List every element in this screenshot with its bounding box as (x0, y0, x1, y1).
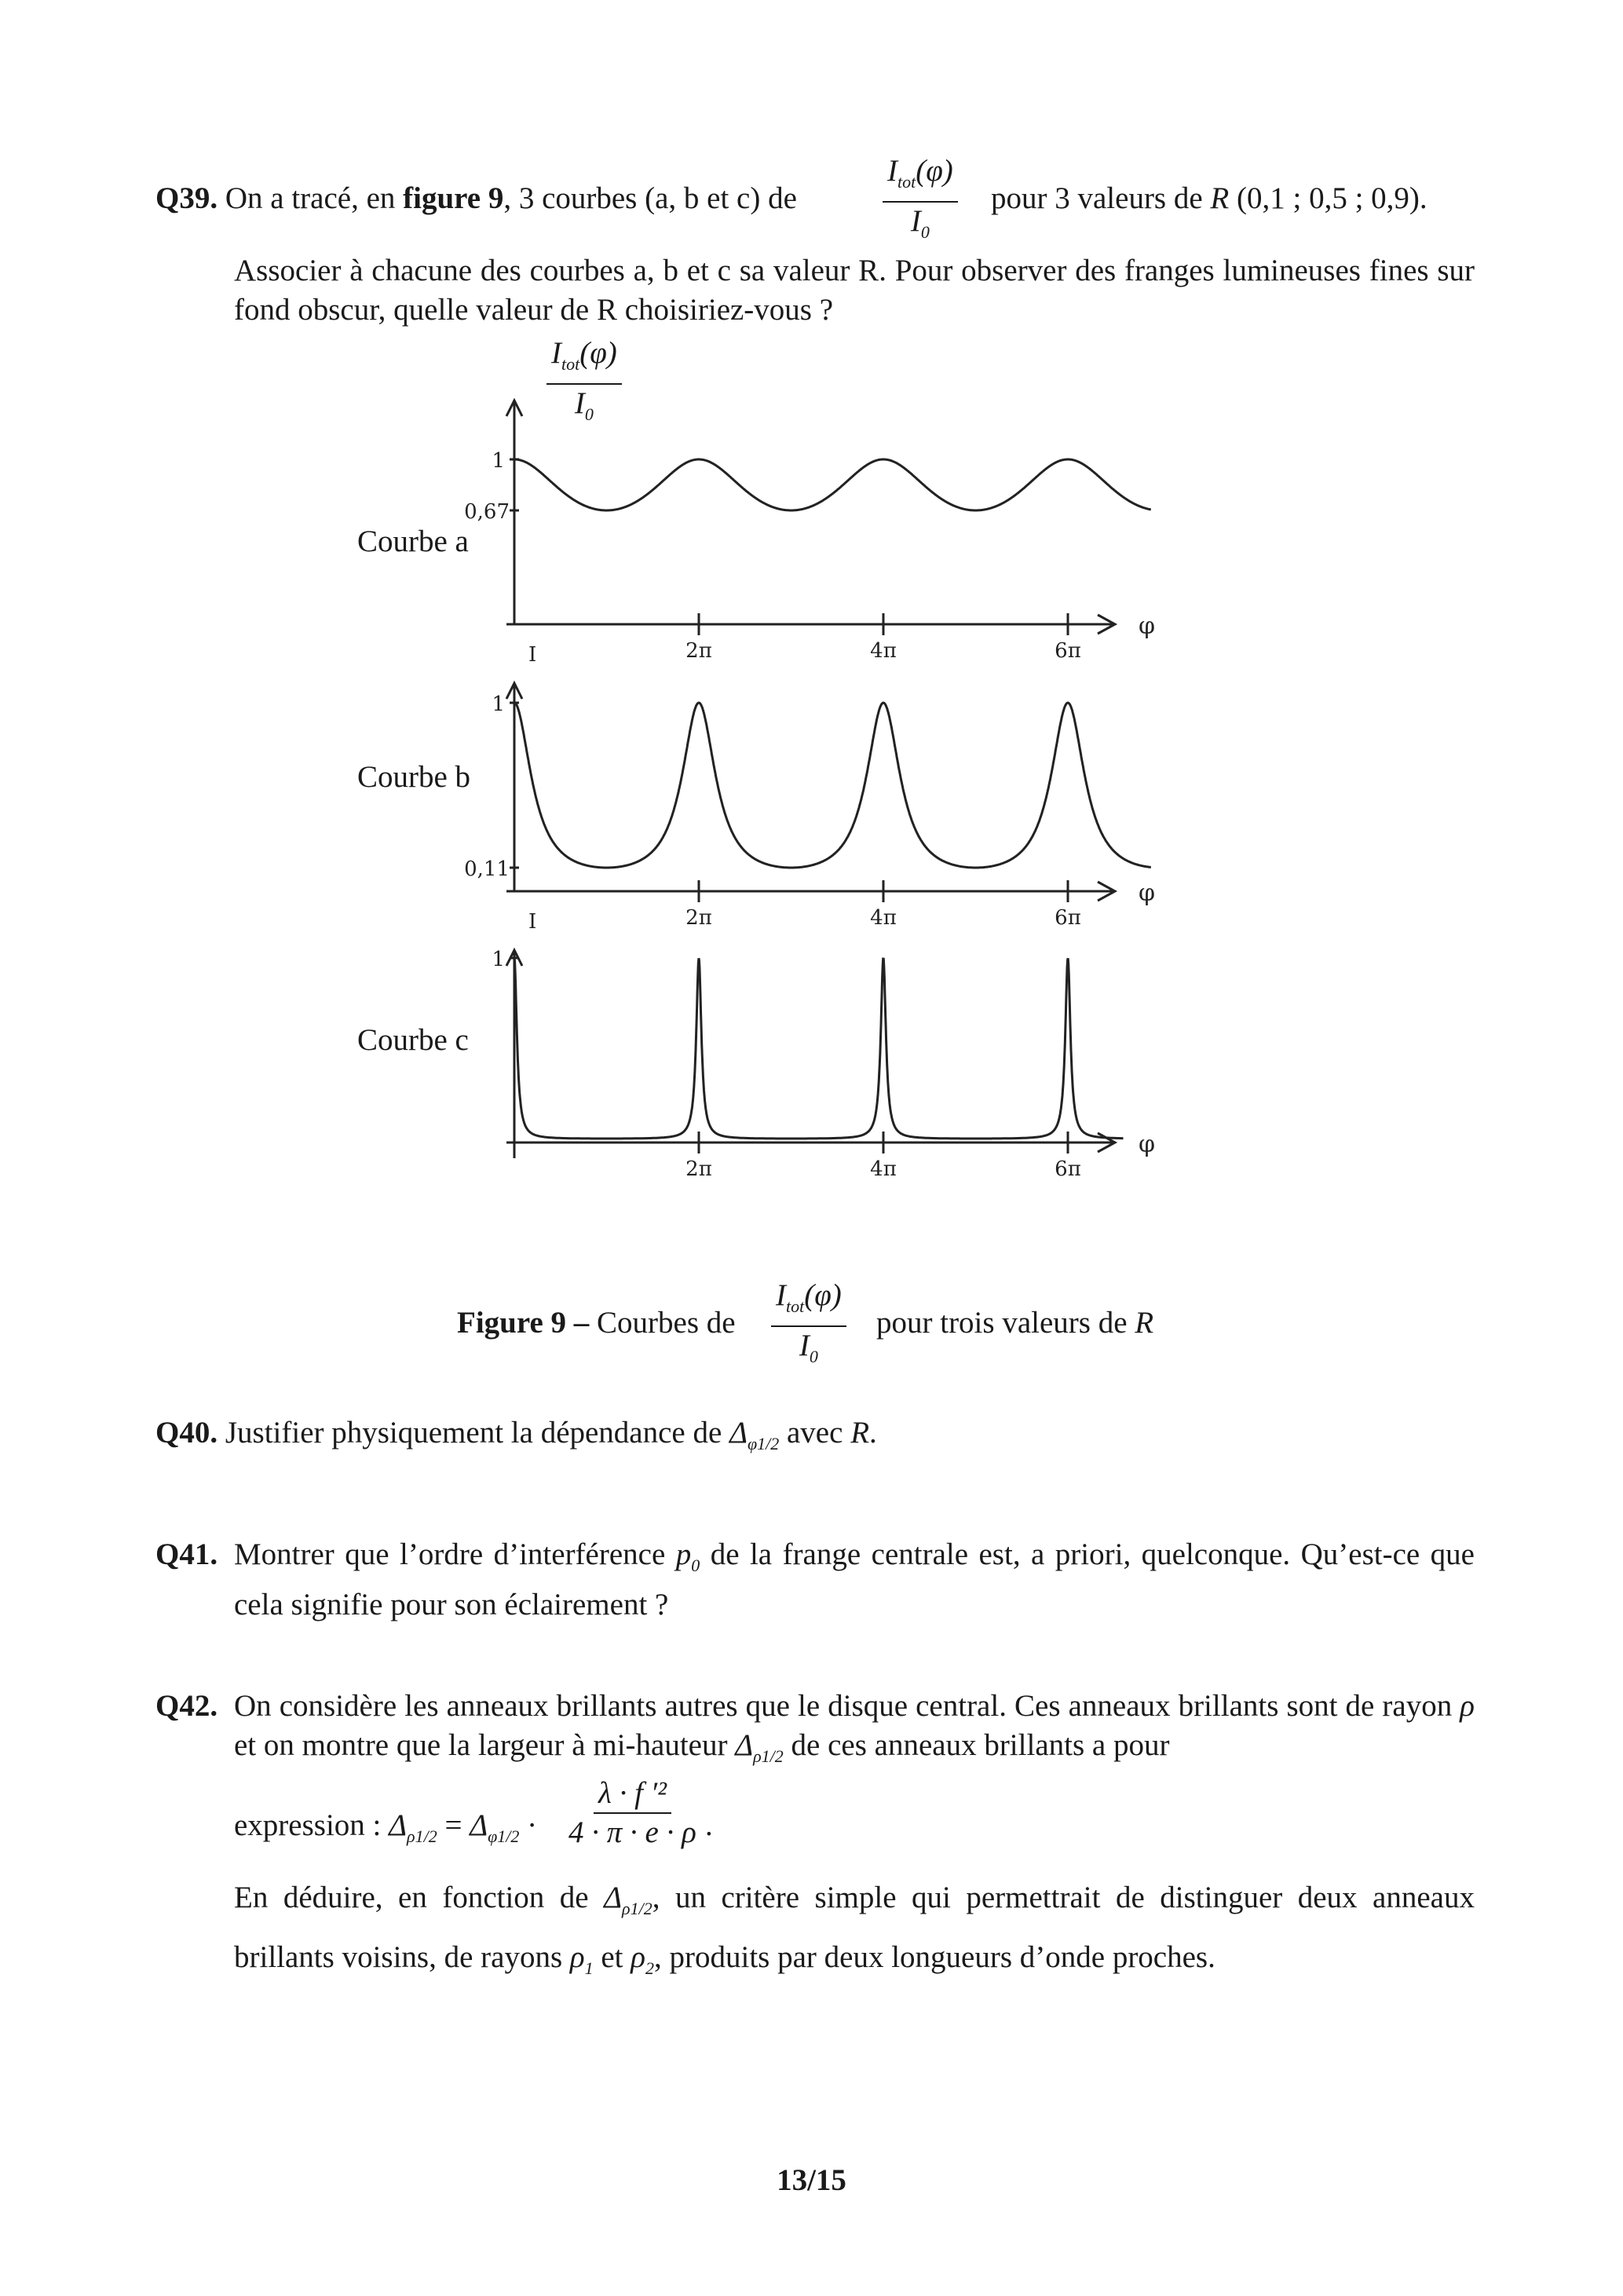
y-min-label-0: 0,67 (464, 500, 510, 524)
q40-text-c: . (869, 1416, 877, 1450)
q42-number: Q42. (155, 1689, 218, 1723)
figure-y-label (542, 336, 627, 433)
q42-rho1: ρ (569, 1940, 585, 1974)
q42-text-2 (234, 1874, 1475, 1993)
q42-text-a: On considère les anneaux brillants autres que le disque central. Ces anneaux brillants sont de rayon (234, 1689, 1460, 1723)
q42-formula-den: 4 · π · e · ρ (568, 1815, 696, 1849)
q42-expr-label: expression : (234, 1808, 389, 1842)
q42-delta-3-sub: ρ1/2 (622, 1898, 652, 1918)
x-tick-label-1-0: 2π (685, 906, 712, 930)
q39-number: Q39. (155, 181, 218, 215)
q41-text (234, 1535, 1475, 1625)
q42-rho: ρ (1460, 1689, 1475, 1723)
caption-fraction (766, 1278, 851, 1376)
curve-a (514, 459, 1151, 510)
q39-text-d: (0,1 ; 0,5 ; 0,9). (1229, 181, 1427, 215)
q39-frac-num-sub: tot (897, 171, 916, 192)
q39-text-b: , 3 courbes (a, b et c) de (503, 181, 797, 215)
q40-number: Q40. (155, 1416, 218, 1450)
q41-text-b: de la frange centrale est, a priori, quelconque. Qu’est-ce que cela signifie pour son éclairement ? (234, 1537, 1475, 1621)
figure-y-arg: (φ) (579, 336, 617, 370)
q42-rho2: ρ (631, 1940, 646, 1974)
caption-var: R (1135, 1306, 1154, 1340)
q40-delta: Δ (729, 1416, 748, 1450)
q42-delta: Δ (735, 1728, 754, 1762)
q40-text-b: avec (779, 1416, 851, 1450)
q40-text-a: Justifier physiquement la dépendance de (225, 1416, 730, 1450)
q42-expr-delta2-sub: φ1/2 (488, 1826, 520, 1846)
q42-expression: expression : $\Delta_{\rho 1/2} = \Delta_{\varphi 1/2}$ · (234, 1808, 538, 1846)
figure-y-den-sub: 0 (584, 404, 594, 424)
q42-delta-sub: ρ1/2 (753, 1746, 784, 1766)
x-tick-label-1-2: 6π (1055, 906, 1081, 930)
q42-expr-delta1: Δ (389, 1808, 408, 1842)
q39-line2: Associer à chacune des courbes a, b et c sa valeur R. Pour observer des franges lumineuses fines sur fond obscur, quelle valeur de R choisiriez-vous ? (234, 254, 1475, 327)
q42-text (234, 1687, 1475, 1776)
figure-y-den: I (574, 386, 585, 420)
q40-var: R (850, 1416, 870, 1450)
caption-frac-den: I (799, 1328, 810, 1362)
q41-var: p (675, 1537, 692, 1571)
curve-b (514, 703, 1151, 868)
q39-frac-arg: (φ) (916, 154, 953, 188)
q42-text-b: et on montre que la largeur à mi-hauteur (234, 1728, 736, 1762)
q39-frac-num: I (887, 154, 897, 188)
y-max-label-1: 1 (492, 693, 505, 716)
caption-frac-num-sub: tot (786, 1296, 805, 1316)
page-number: 13/15 (777, 2163, 846, 2197)
q40 (155, 1413, 877, 1464)
figure-caption (457, 1303, 736, 1343)
q39-text-a: On a tracé, en (225, 181, 404, 215)
q42-expr-eq: = (437, 1808, 470, 1842)
q39-line1-end (991, 179, 1427, 218)
x-tick-label-0-1: 4π (870, 639, 897, 663)
q42-text-g: , produits par deux longueurs d’onde proches. (654, 1940, 1215, 1974)
x-tick-label-0-0: 2π (685, 639, 712, 663)
figure-y-num-sub: tot (561, 353, 580, 374)
caption-text-b: pour trois valeurs de (876, 1306, 1135, 1340)
y-max-label-2: 1 (492, 948, 505, 971)
q42-formula-num: λ · f ′² (594, 1776, 671, 1814)
q42-expr-delta1-sub: ρ1/2 (407, 1826, 437, 1846)
q39-figure-ref: figure 9 (403, 181, 504, 215)
q42-text-e: , un critère simple qui permettrait de distinguer deux anneaux brillants voisins, de rayons (234, 1881, 1475, 1974)
q39-fraction (878, 154, 963, 251)
curve-c (514, 958, 1124, 1139)
x-tick-label-2-2: 6π (1055, 1157, 1081, 1181)
y-min-label-1: 0,11 (464, 857, 510, 881)
y-max-label-0: 1 (492, 449, 505, 473)
q42-text-d: En déduire, en fonction de (234, 1881, 605, 1914)
y-small-label-2: I (528, 910, 537, 934)
q39-frac-den-sub: 0 (920, 221, 930, 242)
q42-expr-delta2: Δ (470, 1808, 488, 1842)
curve-a-label: Courbe a (357, 525, 469, 558)
caption-frac-arg: (φ) (804, 1278, 842, 1312)
x-axis-var-1: φ (1139, 879, 1156, 907)
q42-text-f: et (593, 1940, 631, 1974)
figure-y-num: I (551, 336, 561, 370)
y-small-label-1: I (528, 643, 537, 667)
q39-var-r: R (1210, 181, 1230, 215)
curve-b-label: Courbe b (357, 760, 471, 794)
q39-frac-den: I (910, 203, 921, 238)
x-tick-label-0-2: 6π (1055, 639, 1081, 663)
x-axis-var-0: φ (1139, 612, 1156, 640)
x-axis-var-2: φ (1139, 1131, 1156, 1158)
q42-text-c: de ces anneaux brillants a pour (783, 1728, 1170, 1762)
q39-text-c: pour 3 valeurs de (991, 181, 1211, 215)
x-tick-label-1-1: 4π (870, 906, 897, 930)
caption-bold: Figure 9 – (457, 1306, 590, 1340)
q42-expr-end: . (705, 1808, 713, 1842)
q42-rho1-sub: 1 (584, 1958, 594, 1978)
caption-frac-num: I (776, 1278, 786, 1312)
caption-text-a: Courbes de (589, 1306, 736, 1340)
x-tick-label-2-1: 4π (870, 1157, 897, 1181)
q42-rho2-sub: 2 (645, 1958, 655, 1978)
caption-frac-den-sub: 0 (809, 1346, 818, 1366)
q41-var-sub: 0 (691, 1555, 700, 1575)
q42-delta-3: Δ (604, 1881, 623, 1914)
q40-delta-sub: φ1/2 (747, 1433, 780, 1453)
curve-c-label: Courbe c (357, 1023, 469, 1057)
q42-formula (564, 1776, 701, 1852)
caption-end (876, 1303, 1153, 1343)
q41-text-a: Montrer que l’ordre d’interférence (234, 1537, 676, 1571)
x-tick-label-2-0: 2π (685, 1157, 712, 1181)
q41-number: Q41. (155, 1537, 218, 1571)
